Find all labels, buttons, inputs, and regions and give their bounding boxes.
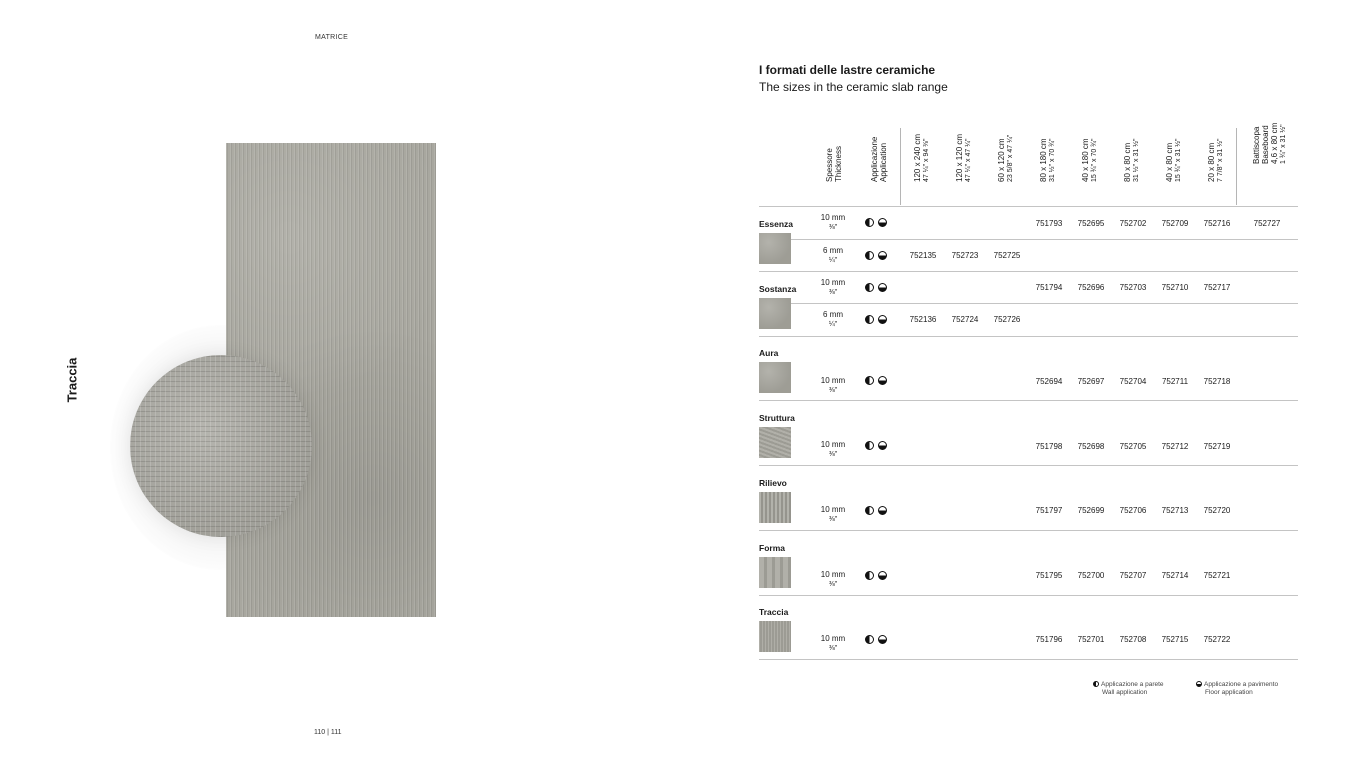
- product-code: 752697: [1077, 377, 1105, 386]
- floor-application-icon: [1196, 681, 1202, 687]
- product-code: 752727: [1253, 219, 1281, 228]
- product-code: 751798: [1035, 442, 1063, 451]
- thickness-cell: 10 mm ⅜": [820, 634, 846, 652]
- header-divider: [1236, 128, 1237, 205]
- col-size-120x240: 120 x 240 cm 47 ¼" x 94 ⅜": [913, 133, 930, 182]
- thickness-cell: 10 mm ⅜": [820, 278, 846, 296]
- thickness-cell: 10 mm ⅜": [820, 440, 846, 458]
- application-icons: [865, 251, 887, 260]
- table-rule: [759, 206, 1298, 207]
- page-numbers: 110 | 111: [314, 729, 342, 736]
- wall-application-icon: [865, 251, 874, 260]
- col-size-40x80: 40 x 80 cm 15 ¾" x 31 ½": [1165, 138, 1182, 182]
- wall-application-icon: [865, 218, 874, 227]
- swatch-struttura: [759, 427, 791, 458]
- swatch-sostanza: [759, 298, 791, 329]
- col-size-20x80: 20 x 80 cm 7 7/8" x 31 ½": [1207, 138, 1224, 182]
- legend-wall: Applicazione a parete Wall application: [1093, 681, 1164, 697]
- floor-application-icon: [878, 441, 887, 450]
- product-code: 752136: [909, 315, 937, 324]
- floor-application-icon: [878, 376, 887, 385]
- application-icons: [865, 441, 887, 450]
- table-rule: [759, 530, 1298, 531]
- product-name-sostanza: Sostanza: [759, 284, 797, 294]
- application-icons: [865, 283, 887, 292]
- floor-application-icon: [878, 218, 887, 227]
- product-code: 752721: [1203, 571, 1231, 580]
- product-code: 752722: [1203, 635, 1231, 644]
- product-code: 752710: [1161, 283, 1189, 292]
- table-rule: [759, 595, 1298, 596]
- product-code: 752695: [1077, 219, 1105, 228]
- side-title: Traccia: [64, 357, 80, 403]
- product-code: 752707: [1119, 571, 1147, 580]
- product-name-aura: Aura: [759, 348, 779, 358]
- col-thickness: Spessore Thickness: [825, 145, 843, 182]
- product-name-traccia: Traccia: [759, 607, 789, 617]
- application-icons: [865, 506, 887, 515]
- product-code: 752711: [1161, 377, 1189, 386]
- thickness-cell: 10 mm ⅜": [820, 505, 846, 523]
- wall-application-icon: [865, 376, 874, 385]
- product-code: 752708: [1119, 635, 1147, 644]
- product-code: 752699: [1077, 506, 1105, 515]
- product-code: 752714: [1161, 571, 1189, 580]
- table-rule: [759, 271, 1298, 272]
- texture-detail-image: [130, 355, 312, 537]
- product-code: 752718: [1203, 377, 1231, 386]
- product-code: 752696: [1077, 283, 1105, 292]
- product-name-forma: Forma: [759, 543, 785, 553]
- thickness-cell: 6 mm ¼": [823, 310, 843, 328]
- product-code: 751793: [1035, 219, 1063, 228]
- product-code: 752706: [1119, 506, 1147, 515]
- col-application: Applicazione Application: [870, 136, 888, 182]
- floor-application-icon: [878, 571, 887, 580]
- table-rule: [759, 336, 1298, 337]
- col-size-120x120: 120 x 120 cm 47 ¼" x 47 ¼": [955, 133, 972, 182]
- col-size-60x120: 60 x 120 cm 23 5/8" x 47 ¼": [997, 134, 1014, 182]
- table-rule: [759, 239, 1298, 240]
- table-title-it: I formati delle lastre ceramiche: [759, 63, 936, 77]
- application-icons: [865, 315, 887, 324]
- product-code: 752723: [951, 251, 979, 260]
- table-rule: [759, 659, 1298, 660]
- product-code: 752702: [1119, 219, 1147, 228]
- product-code: 752719: [1203, 442, 1231, 451]
- product-code: 752724: [951, 315, 979, 324]
- product-code: 751797: [1035, 506, 1063, 515]
- application-icons: [865, 635, 887, 644]
- legend-floor: Applicazione a pavimento Floor application: [1196, 681, 1278, 697]
- swatch-aura: [759, 362, 791, 393]
- product-code: 752700: [1077, 571, 1105, 580]
- product-code: 752705: [1119, 442, 1147, 451]
- floor-application-icon: [878, 251, 887, 260]
- product-name-rilievo: Rilievo: [759, 478, 787, 488]
- product-name-struttura: Struttura: [759, 413, 795, 423]
- section-header: MATRICE: [315, 34, 349, 41]
- application-icons: [865, 571, 887, 580]
- thickness-cell: 10 mm ⅜": [820, 570, 846, 588]
- product-code: 751796: [1035, 635, 1063, 644]
- product-code: 752709: [1161, 219, 1189, 228]
- wall-application-icon: [865, 506, 874, 515]
- application-icons: [865, 218, 887, 227]
- product-code: 752716: [1203, 219, 1231, 228]
- header-divider: [900, 128, 901, 205]
- product-code: 752703: [1119, 283, 1147, 292]
- product-code: 751794: [1035, 283, 1063, 292]
- product-code: 752704: [1119, 377, 1147, 386]
- product-code: 752715: [1161, 635, 1189, 644]
- product-code: 752713: [1161, 506, 1189, 515]
- swatch-traccia: [759, 621, 791, 652]
- wall-application-icon: [865, 635, 874, 644]
- table-title-en: The sizes in the ceramic slab range: [759, 80, 948, 94]
- wall-application-icon: [865, 441, 874, 450]
- thickness-cell: 6 mm ¼": [823, 246, 843, 264]
- product-code: 752725: [993, 251, 1021, 260]
- wall-application-icon: [865, 283, 874, 292]
- swatch-rilievo: [759, 492, 791, 523]
- product-code: 752701: [1077, 635, 1105, 644]
- product-code: 752720: [1203, 506, 1231, 515]
- product-code: 752726: [993, 315, 1021, 324]
- table-rule: [759, 465, 1298, 466]
- product-code: 751795: [1035, 571, 1063, 580]
- wall-application-icon: [1093, 681, 1099, 687]
- col-size-40x180: 40 x 180 cm 15 ¾" x 70 ¾": [1081, 138, 1098, 182]
- swatch-essenza: [759, 233, 791, 264]
- product-name-essenza: Essenza: [759, 219, 794, 229]
- wall-application-icon: [865, 571, 874, 580]
- thickness-cell: 10 mm ⅜": [820, 376, 846, 394]
- product-code: 752698: [1077, 442, 1105, 451]
- application-icons: [865, 376, 887, 385]
- product-code: 752135: [909, 251, 937, 260]
- col-baseboard: Battiscopa Baseboard 4,6 x 80 cm 1 ¾" x 31 ½": [1252, 122, 1287, 164]
- table-rule: [759, 400, 1298, 401]
- swatch-forma: [759, 557, 791, 588]
- col-size-80x180: 80 x 180 cm 31 ½" x 70 ¾": [1039, 138, 1056, 182]
- floor-application-icon: [878, 635, 887, 644]
- product-code: 752712: [1161, 442, 1189, 451]
- wall-application-icon: [865, 315, 874, 324]
- thickness-cell: 10 mm ⅜": [820, 213, 846, 231]
- table-rule: [759, 303, 1298, 304]
- product-code: 752694: [1035, 377, 1063, 386]
- floor-application-icon: [878, 315, 887, 324]
- col-size-80x80: 80 x 80 cm 31 ½" x 31 ½": [1123, 138, 1140, 182]
- floor-application-icon: [878, 506, 887, 515]
- product-code: 752717: [1203, 283, 1231, 292]
- floor-application-icon: [878, 283, 887, 292]
